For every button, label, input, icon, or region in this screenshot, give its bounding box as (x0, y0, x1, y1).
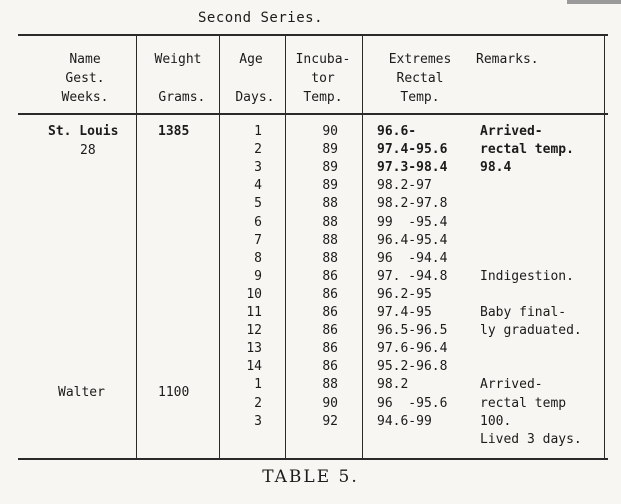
cell-incubator-temp: 88 (322, 377, 338, 392)
header-bottom-rule (18, 113, 608, 115)
cell-remark: Baby final- (480, 305, 567, 320)
cell-age: 11 (246, 305, 262, 320)
cell-extremes-temp: 96 -94.4 (377, 251, 448, 266)
header-age: Age Days. (235, 52, 275, 105)
cell-incubator-temp: 86 (322, 287, 338, 302)
cell-remark: Lived 3 days. (480, 432, 582, 447)
column-divider (219, 34, 220, 460)
patient-name: Walter (58, 385, 105, 400)
cell-incubator-temp: 88 (322, 233, 338, 248)
cell-extremes-temp: 97.3-98.4 (377, 160, 448, 175)
scan-corner-mark (567, 0, 621, 4)
table-caption: TABLE 5. (262, 467, 359, 487)
cell-extremes-temp: 95.2-96.8 (377, 359, 448, 374)
header-remarks: Remarks. (476, 52, 539, 67)
patient-weight: 1100 (158, 385, 190, 400)
header-extremes-rectal-temp: Extremes Rectal Temp. (388, 52, 452, 105)
cell-incubator-temp: 89 (322, 160, 338, 175)
cell-incubator-temp: 88 (322, 196, 338, 211)
cell-age: 8 (254, 251, 262, 266)
patient-weight: 1385 (158, 124, 190, 139)
cell-incubator-temp: 88 (322, 251, 338, 266)
cell-extremes-temp: 96.5-96.5 (377, 323, 448, 338)
cell-extremes-temp: 97. -94.8 (377, 269, 448, 284)
cell-age: 6 (254, 215, 262, 230)
cell-incubator-temp: 86 (322, 269, 338, 284)
cell-incubator-temp: 90 (322, 124, 338, 139)
cell-extremes-temp: 99 -95.4 (377, 215, 448, 230)
cell-incubator-temp: 89 (322, 142, 338, 157)
cell-extremes-temp: 96 -95.6 (377, 396, 448, 411)
cell-extremes-temp: 98.2 (377, 377, 409, 392)
cell-age: 7 (254, 233, 262, 248)
column-divider (362, 34, 363, 460)
cell-extremes-temp: 96.4-95.4 (377, 233, 448, 248)
cell-age: 1 (254, 124, 262, 139)
cell-incubator-temp: 86 (322, 341, 338, 356)
cell-remark: Indigestion. (480, 269, 574, 284)
cell-age: 5 (254, 196, 262, 211)
cell-remark: rectal temp. (480, 142, 574, 157)
cell-age: 10 (246, 287, 262, 302)
cell-age: 2 (254, 142, 262, 157)
cell-age: 13 (246, 341, 262, 356)
header-weight: Weight Grams. (154, 52, 206, 105)
cell-age: 14 (246, 359, 262, 374)
patient-name: St. Louis (48, 124, 119, 139)
cell-age: 3 (254, 414, 262, 429)
cell-extremes-temp: 96.2-95 (377, 287, 432, 302)
cell-remark: Arrived- (480, 124, 543, 139)
header-incubator-temp: Incuba- tor Temp. (295, 52, 351, 105)
cell-age: 4 (254, 178, 262, 193)
cell-remark: ly graduated. (480, 323, 582, 338)
cell-incubator-temp: 86 (322, 323, 338, 338)
header-name: Name Gest. Weeks. (61, 52, 109, 105)
cell-age: 9 (254, 269, 262, 284)
cell-incubator-temp: 86 (322, 305, 338, 320)
patient-gestation: 28 (80, 143, 96, 158)
cell-extremes-temp: 97.4-95 (377, 305, 432, 320)
table-top-rule (18, 34, 608, 36)
cell-incubator-temp: 89 (322, 178, 338, 193)
cell-extremes-temp: 97.6-96.4 (377, 341, 448, 356)
cell-remark: Arrived- (480, 377, 543, 392)
series-title: Second Series. (198, 10, 324, 26)
cell-extremes-temp: 94.6-99 (377, 414, 432, 429)
cell-incubator-temp: 90 (322, 396, 338, 411)
column-divider (136, 34, 137, 460)
cell-extremes-temp: 96.6- (377, 124, 417, 139)
cell-incubator-temp: 86 (322, 359, 338, 374)
cell-age: 2 (254, 396, 262, 411)
column-divider (285, 34, 286, 460)
cell-age: 3 (254, 160, 262, 175)
cell-incubator-temp: 88 (322, 215, 338, 230)
cell-extremes-temp: 97.4-95.6 (377, 142, 448, 157)
cell-extremes-temp: 98.2-97 (377, 178, 432, 193)
cell-age: 1 (254, 377, 262, 392)
table-bottom-rule (18, 458, 608, 460)
cell-incubator-temp: 92 (322, 414, 338, 429)
cell-remark: 100. (480, 414, 512, 429)
cell-remark: 98.4 (480, 160, 512, 175)
cell-extremes-temp: 98.2-97.8 (377, 196, 448, 211)
cell-age: 12 (246, 323, 262, 338)
cell-remark: rectal temp (480, 396, 567, 411)
